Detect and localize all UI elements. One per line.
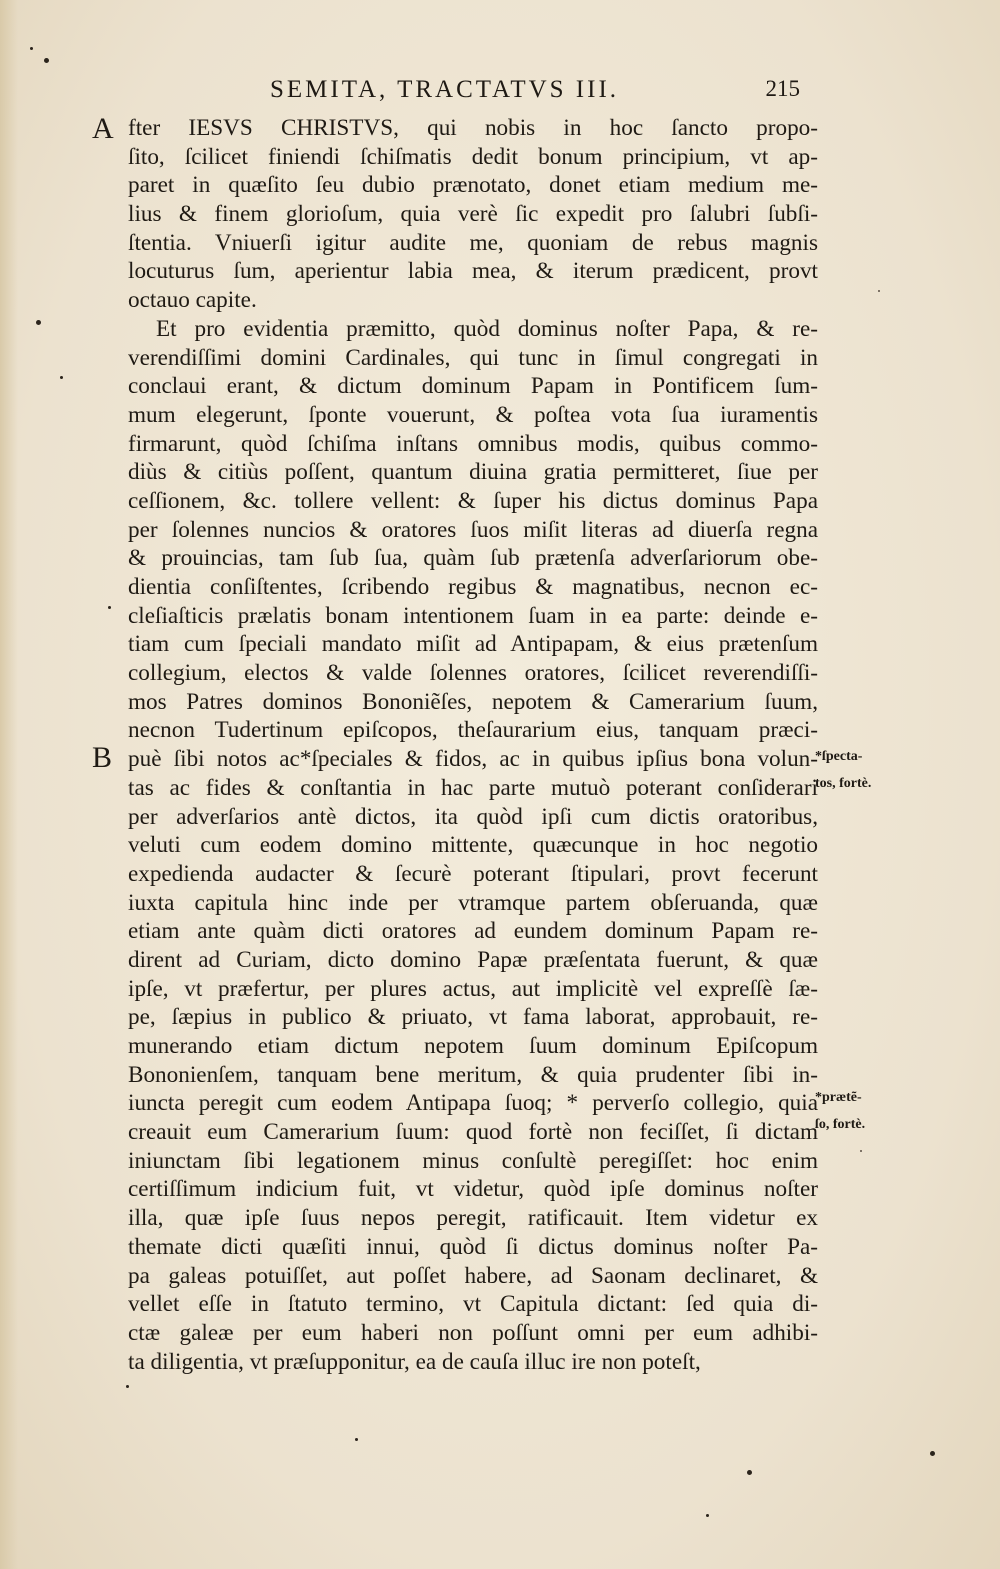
text-line: iuncta peregit cum eodem Antipapa ſuoq; * perverſo collegio, quia: [128, 1090, 818, 1117]
text-line: verendiſſimi domini Cardinales, qui tunc in ſimul congregati in: [128, 344, 818, 371]
text-line: per ſolennes nuncios & oratores ſuos miſit literas ad diuerſa regna: [128, 516, 818, 543]
ink-speck: [60, 376, 63, 379]
text-line: etiam ante quàm dicti oratores ad eundem dominum Papam re-: [128, 918, 818, 945]
text-line: expedienda audacter & ſecurè poterant ſtipulari, provt fecerunt: [128, 860, 818, 887]
text-line: Et pro evidentia præmitto, quòd dominus noſter Papa, & re-: [156, 315, 818, 342]
text-line: ceſſionem, &c. tollere vellent: & ſuper his dictus dominus Papa: [128, 487, 818, 514]
ink-speck: [44, 58, 49, 63]
text-line: octauo capite.: [128, 287, 257, 314]
text-line: ſito, ſcilicet finiendi ſchiſmatis dedit bonum principium, vt ap-: [128, 143, 818, 170]
text-line: iuxta capitula hinc inde per vtramque partem obſeruanda, quæ: [128, 889, 818, 916]
margin-note-1-line-1: *ſpecta-: [815, 749, 863, 764]
text-line: ipſe, vt præfertur, per plures actus, aut implicitè vel expreſſè ſæ-: [128, 975, 818, 1002]
text-line: themate dicti quæſiti innui, quòd ſi dictus dominus noſter Pa-: [128, 1233, 818, 1260]
text-line: veluti cum eodem domino mittente, quæcunque in hoc negotio: [128, 832, 818, 859]
section-marker-a: A: [92, 112, 114, 145]
ink-speck: [878, 290, 880, 292]
text-line: tas ac fides & conſtantia in hac parte mutuò poterant conſiderari: [128, 774, 818, 801]
text-line: pe, ſæpius in publico & priuato, vt fama laborat, approbauit, re-: [128, 1004, 818, 1031]
text-line: tiam cum ſpeciali mandato miſit ad Antipapam, & eius prætenſum: [128, 631, 818, 658]
text-line: puè ſibi notos ac*ſpeciales & fidos, ac in quibus ipſius bona volun-: [128, 746, 818, 773]
text-line: Bononienſem, tanquam bene meritum, & quia prudenter ſibi in-: [128, 1061, 818, 1088]
text-line: paret in quæſito ſeu dubio prænotato, donet etiam medium me-: [128, 172, 818, 199]
text-line: mos Patres dominos Bononiẽſes, nepotem & Camerarium ſuum,: [128, 688, 818, 715]
ink-speck: [747, 1470, 752, 1475]
text-line: ctæ galeæ per eum haberi non poſſunt omni per eum adhibi-: [128, 1319, 818, 1346]
text-line: pa galeas potuiſſet, aut poſſet habere, ad Saonam declinaret, &: [128, 1262, 818, 1289]
text-line: conclaui erant, & dictum dominum Papam in Pontificem ſum-: [128, 373, 818, 400]
text-line: mum elegerunt, ſponte vouerunt, & poſtea vota ſua iuramentis: [128, 401, 818, 428]
text-line: certiſſimum indicium fuit, vt videtur, quòd ipſe dominus noſter: [128, 1176, 818, 1203]
text-line: firmarunt, quòd ſchiſma inſtans omnibus modis, quibus commo-: [128, 430, 818, 457]
text-line: per adverſarios antè dictos, ita quòd ipſi cum dictis oratoribus,: [128, 803, 818, 830]
margin-note-2-line-2: ſo, fortè.: [815, 1117, 866, 1132]
ink-speck: [706, 1514, 709, 1517]
body-text: [128, 114, 818, 1376]
text-line: creauit eum Camerarium ſuum: quod fortè non feciſſet, ſi dictam: [128, 1119, 818, 1146]
text-line: ſtentia. Vniuerſi igitur audite me, quoniam de rebus magnis: [128, 229, 818, 256]
ink-speck: [355, 1438, 358, 1441]
text-line: locuturus ſum, aperientur labia mea, & iterum prædicent, provt: [128, 258, 818, 285]
ink-speck: [930, 1451, 935, 1456]
text-line: diùs & citiùs poſſent, quantum diuina gratia permitteret, ſiue per: [128, 459, 818, 486]
text-line: munerando etiam dictum nepotem ſuum dominum Epiſcopum: [128, 1033, 818, 1059]
ink-speck: [108, 606, 111, 609]
ink-speck: [126, 1385, 129, 1388]
binding-shadow: [0, 0, 18, 1569]
text-line: & prouincias, tam ſub ſua, quàm ſub prætenſa adverſariorum obe-: [128, 545, 818, 572]
ink-speck: [30, 47, 33, 50]
text-line: vellet eſſe in ſtatuto termino, vt Capitula dictant: ſed quia di-: [128, 1291, 818, 1318]
margin-note-2: [815, 1084, 915, 1138]
margin-note-1-line-2: tos, fortè.: [815, 776, 872, 791]
text-line: collegium, electos & valde ſolennes oratores, ſcilicet reverendiſſi-: [128, 660, 818, 687]
ink-speck: [860, 1150, 862, 1152]
folio-number: 215: [765, 76, 800, 101]
margin-note-1: [815, 743, 915, 797]
running-head: SEMITA, TRACTATVS III.: [270, 76, 620, 103]
text-line: dientia conſiſtentes, ſcribendo regibus & magnatibus, necnon ec-: [128, 574, 818, 600]
text-line: iniunctam ſibi legationem minus conſultè peregiſſet: hoc enim: [128, 1147, 818, 1174]
text-line: ta diligentia, vt præſupponitur, ea de cauſa illuc ire non poteſt,: [128, 1348, 701, 1375]
text-line: illa, quæ ipſe ſuus nepos peregit, ratificauit. Item videtur ex: [128, 1205, 818, 1232]
text-line: fter IESVS CHRISTVS, qui nobis in hoc ſancto propo-: [128, 115, 818, 141]
text-line: lius & finem glorioſum, quia verè ſic expedit pro ſalubri ſubſi-: [128, 201, 818, 228]
section-marker-b: B: [92, 741, 113, 774]
text-line: dirent ad Curiam, dicto domino Papæ præſentata fuerunt, & quæ: [128, 946, 818, 973]
text-line: necnon Tudertinum epiſcopos, theſaurarium eius, tanquam præci-: [128, 717, 818, 744]
ink-speck: [36, 320, 41, 325]
margin-note-2-line-1: *prætẽ-: [815, 1090, 862, 1105]
text-line: cleſiaſticis prælatis bonam intentionem ſuam in ea parte: deinde e-: [128, 602, 818, 629]
page-header: [270, 76, 800, 110]
